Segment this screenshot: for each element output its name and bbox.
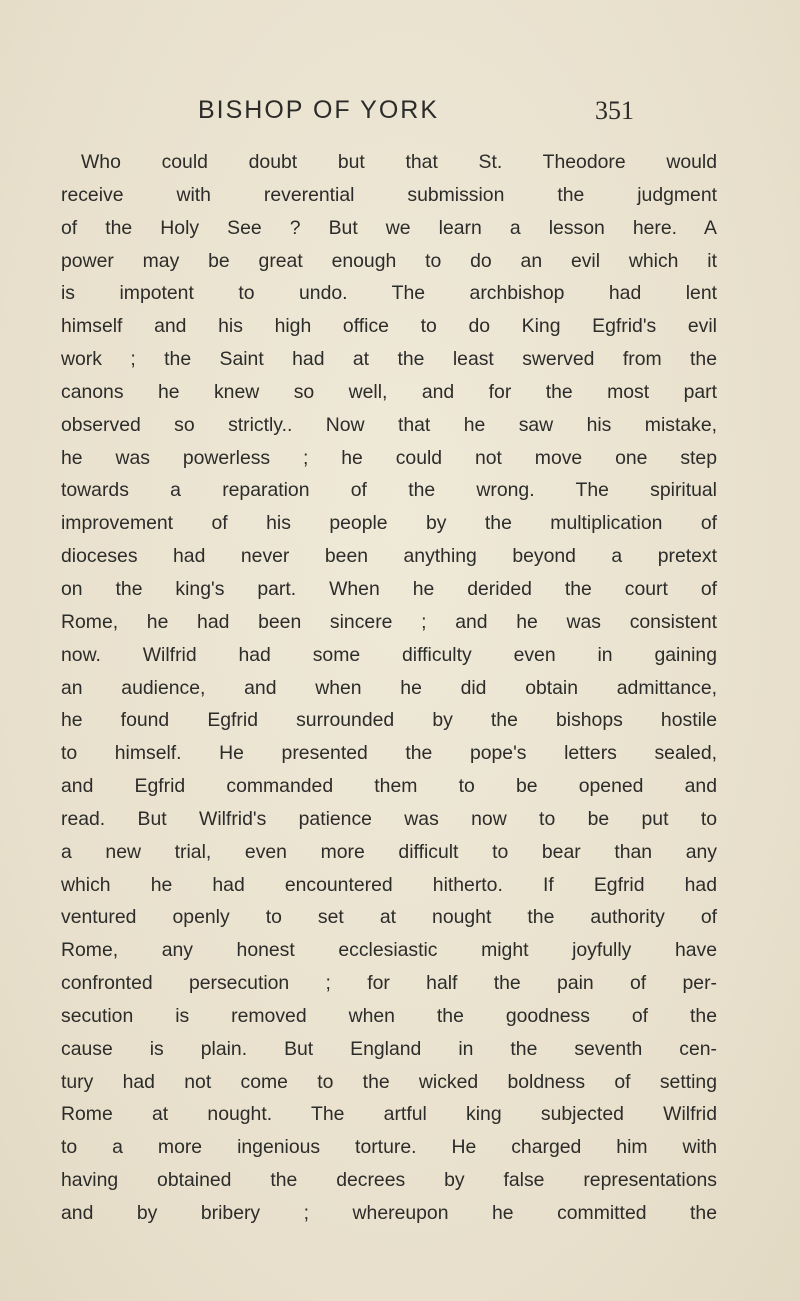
text-line: read. But Wilfrid's patience was now to be put to [61,807,717,830]
text-line: and Egfrid commanded them to be opened and [61,775,717,798]
text-line: having obtained the decrees by false representations [61,1169,717,1192]
text-line: of the Holy See ? But we learn a lesson here. A [61,216,717,239]
text-line: now. Wilfrid had some difficulty even in gaining [61,643,717,666]
text-line: to a more ingenious torture. He charged him with [61,1136,717,1159]
text-line: towards a reparation of the wrong. The spiritual [61,479,717,502]
text-line: on the king's part. When he derided the court of [61,577,717,600]
text-line: improvement of his people by the multiplication of [61,512,717,535]
text-line: Rome, he had been sincere ; and he was consistent [61,610,717,633]
text-line: canons he knew so well, and for the most part [61,380,717,403]
text-line: he found Egfrid surrounded by the bishops hostile [61,709,717,732]
text-line: tury had not come to the wicked boldness of setting [61,1070,717,1093]
text-line: confronted persecution ; for half the pain of per- [61,972,717,995]
running-title: BISHOP OF YORK [198,96,440,124]
text-line: receive with reverential submission the judgment [61,183,717,206]
text-line: is impotent to undo. The archbishop had lent [61,282,717,305]
text-line: secution is removed when the goodness of the [61,1004,717,1027]
text-line: power may be great enough to do an evil which it [61,249,717,272]
text-line: to himself. He presented the pope's letters sealed, [61,742,717,765]
text-line: an audience, and when he did obtain admittance, [61,676,717,699]
text-line: a new trial, even more difficult to bear than any [61,840,717,863]
text-line: work ; the Saint had at the least swerved from the [61,348,717,371]
text-line: cause is plain. But England in the seventh cen- [61,1037,717,1060]
text-line: which he had encountered hitherto. If Egfrid had [61,873,717,896]
text-line: Rome, any honest ecclesiastic might joyfully have [61,939,717,962]
text-line: he was powerless ; he could not move one step [61,446,717,469]
page-number: 351 [595,96,634,125]
text-line: and by bribery ; whereupon he committed the [61,1202,717,1224]
text-line: dioceses had never been anything beyond a pretext [61,545,717,568]
body-text [61,146,717,1230]
text-line: himself and his high office to do King Egfrid's evil [61,315,717,338]
page-header [198,96,634,136]
text-line: observed so strictly.. Now that he saw his mistake, [61,413,717,436]
text-line: Who could doubt but that St. Theodore would [81,151,717,173]
text-line: ventured openly to set at nought the authority of [61,906,717,929]
text-line: Rome at nought. The artful king subjected Wilfrid [61,1103,717,1126]
